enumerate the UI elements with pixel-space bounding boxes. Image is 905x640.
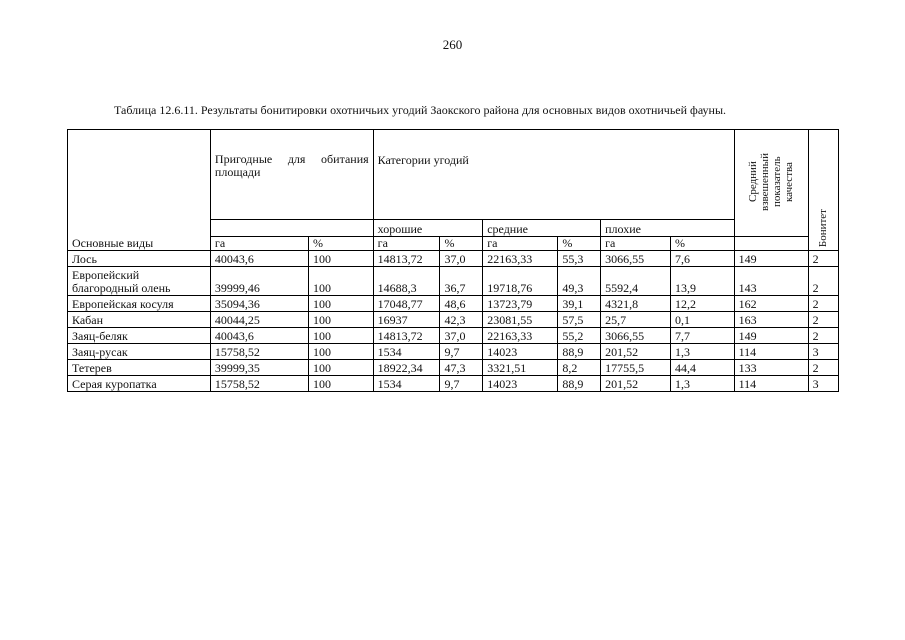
cell-bad-pct: 44,4: [670, 360, 734, 376]
header-medium-ha: га: [483, 237, 558, 251]
cell-area-ha: 40043,6: [210, 328, 308, 344]
header-good-pct: %: [440, 237, 483, 251]
cell-bad-ha: 17755,5: [601, 360, 671, 376]
header-area-ha: га: [210, 237, 308, 251]
header-quality-index-text: Средний взвешенный показатель качества: [747, 152, 796, 211]
cell-species: Заяц-беляк: [68, 328, 211, 344]
header-categories: Категории угодий: [373, 130, 734, 220]
cell-quality: 143: [734, 267, 808, 296]
table-row: [68, 376, 839, 392]
header-bonitet-text: Бонитет: [817, 208, 830, 247]
cell-bonitet: 2: [808, 296, 838, 312]
cell-bad-ha: 4321,8: [601, 296, 671, 312]
header-quality-index: [734, 130, 808, 237]
cell-quality: 114: [734, 376, 808, 392]
cell-bonitet: 2: [808, 312, 838, 328]
cell-good-pct: 37,0: [440, 328, 483, 344]
cell-bad-pct: 13,9: [670, 267, 734, 296]
table-row: [68, 328, 839, 344]
cell-bad-pct: 1,3: [670, 376, 734, 392]
cell-medium-pct: 57,5: [558, 312, 601, 328]
header-area-pct: %: [308, 237, 373, 251]
cell-bad-ha: 25,7: [601, 312, 671, 328]
cell-bad-pct: 7,7: [670, 328, 734, 344]
cell-area-pct: 100: [308, 376, 373, 392]
cell-quality: 114: [734, 344, 808, 360]
cell-bad-pct: 1,3: [670, 344, 734, 360]
cell-bad-ha: 3066,55: [601, 251, 671, 267]
cell-good-pct: 47,3: [440, 360, 483, 376]
header-bonitet: [808, 130, 838, 251]
cell-good-ha: 16937: [373, 312, 440, 328]
cell-good-pct: 48,6: [440, 296, 483, 312]
cell-quality: 163: [734, 312, 808, 328]
cell-species: Тетерев: [68, 360, 211, 376]
table-caption: Таблица 12.6.11. Результаты бонитировки охотничьих угодий Заокского района для основных видов охотничьей фауны.: [114, 103, 727, 117]
cell-bonitet: 2: [808, 328, 838, 344]
page-number: 260: [442, 37, 463, 52]
cell-bonitet: 2: [808, 267, 838, 296]
cell-good-ha: 1534: [373, 376, 440, 392]
cell-bad-ha: 201,52: [601, 376, 671, 392]
cell-species: Европейский благородный олень: [68, 267, 211, 296]
cell-bad-ha: 3066,55: [601, 328, 671, 344]
cell-medium-ha: 14023: [483, 376, 558, 392]
bonitet-table: [67, 129, 839, 392]
cell-medium-ha: 3321,51: [483, 360, 558, 376]
cell-bad-pct: 12,2: [670, 296, 734, 312]
cell-good-pct: 37,0: [440, 251, 483, 267]
cell-medium-ha: 23081,55: [483, 312, 558, 328]
cell-bad-pct: 0,1: [670, 312, 734, 328]
cell-area-pct: 100: [308, 360, 373, 376]
cell-area-pct: 100: [308, 267, 373, 296]
header-good: хорошие: [373, 220, 483, 237]
table-row: [68, 296, 839, 312]
cell-medium-ha: 14023: [483, 344, 558, 360]
cell-quality: 133: [734, 360, 808, 376]
cell-medium-pct: 49,3: [558, 267, 601, 296]
cell-area-pct: 100: [308, 296, 373, 312]
cell-bad-pct: 7,6: [670, 251, 734, 267]
table-row: [68, 312, 839, 328]
header-species: Основные виды: [68, 130, 211, 251]
table-row: [68, 267, 839, 296]
header-medium-pct: %: [558, 237, 601, 251]
cell-species: Европейская косуля: [68, 296, 211, 312]
header-good-ha: га: [373, 237, 440, 251]
cell-medium-pct: 88,9: [558, 376, 601, 392]
cell-area-ha: 40043,6: [210, 251, 308, 267]
cell-species: Лось: [68, 251, 211, 267]
cell-area-ha: 39999,35: [210, 360, 308, 376]
cell-medium-pct: 55,3: [558, 251, 601, 267]
cell-species: Кабан: [68, 312, 211, 328]
cell-good-pct: 9,7: [440, 344, 483, 360]
header-bad-ha: га: [601, 237, 671, 251]
cell-species: Заяц-русак: [68, 344, 211, 360]
cell-good-ha: 14813,72: [373, 328, 440, 344]
header-bad-pct: %: [670, 237, 734, 251]
cell-bonitet: 2: [808, 360, 838, 376]
cell-bad-ha: 201,52: [601, 344, 671, 360]
cell-good-pct: 36,7: [440, 267, 483, 296]
cell-good-pct: 42,3: [440, 312, 483, 328]
cell-good-ha: 14813,72: [373, 251, 440, 267]
cell-medium-pct: 88,9: [558, 344, 601, 360]
cell-good-ha: 18922,34: [373, 360, 440, 376]
cell-medium-ha: 19718,76: [483, 267, 558, 296]
cell-area-pct: 100: [308, 344, 373, 360]
cell-area-ha: 40044,25: [210, 312, 308, 328]
cell-bad-ha: 5592,4: [601, 267, 671, 296]
cell-area-pct: 100: [308, 312, 373, 328]
header-quality-blank: [734, 237, 808, 251]
cell-good-ha: 17048,77: [373, 296, 440, 312]
cell-bonitet: 2: [808, 251, 838, 267]
table-row: [68, 360, 839, 376]
cell-bonitet: 3: [808, 344, 838, 360]
cell-area-pct: 100: [308, 328, 373, 344]
cell-area-ha: 35094,36: [210, 296, 308, 312]
header-bad: плохие: [601, 220, 735, 237]
cell-quality: 162: [734, 296, 808, 312]
cell-bonitet: 3: [808, 376, 838, 392]
header-medium: средние: [483, 220, 601, 237]
table-row: [68, 251, 839, 267]
cell-area-ha: 39999,46: [210, 267, 308, 296]
cell-medium-pct: 55,2: [558, 328, 601, 344]
cell-area-pct: 100: [308, 251, 373, 267]
cell-good-ha: 14688,3: [373, 267, 440, 296]
cell-quality: 149: [734, 328, 808, 344]
cell-quality: 149: [734, 251, 808, 267]
cell-medium-pct: 8,2: [558, 360, 601, 376]
cell-good-pct: 9,7: [440, 376, 483, 392]
header-area-spacer: [210, 220, 373, 237]
cell-species: Серая куропатка: [68, 376, 211, 392]
cell-area-ha: 15758,52: [210, 376, 308, 392]
header-suitable-area: Пригодные для обитания площади: [210, 130, 373, 220]
cell-medium-ha: 22163,33: [483, 328, 558, 344]
cell-medium-pct: 39,1: [558, 296, 601, 312]
table-row: [68, 344, 839, 360]
cell-area-ha: 15758,52: [210, 344, 308, 360]
cell-medium-ha: 22163,33: [483, 251, 558, 267]
cell-good-ha: 1534: [373, 344, 440, 360]
cell-medium-ha: 13723,79: [483, 296, 558, 312]
